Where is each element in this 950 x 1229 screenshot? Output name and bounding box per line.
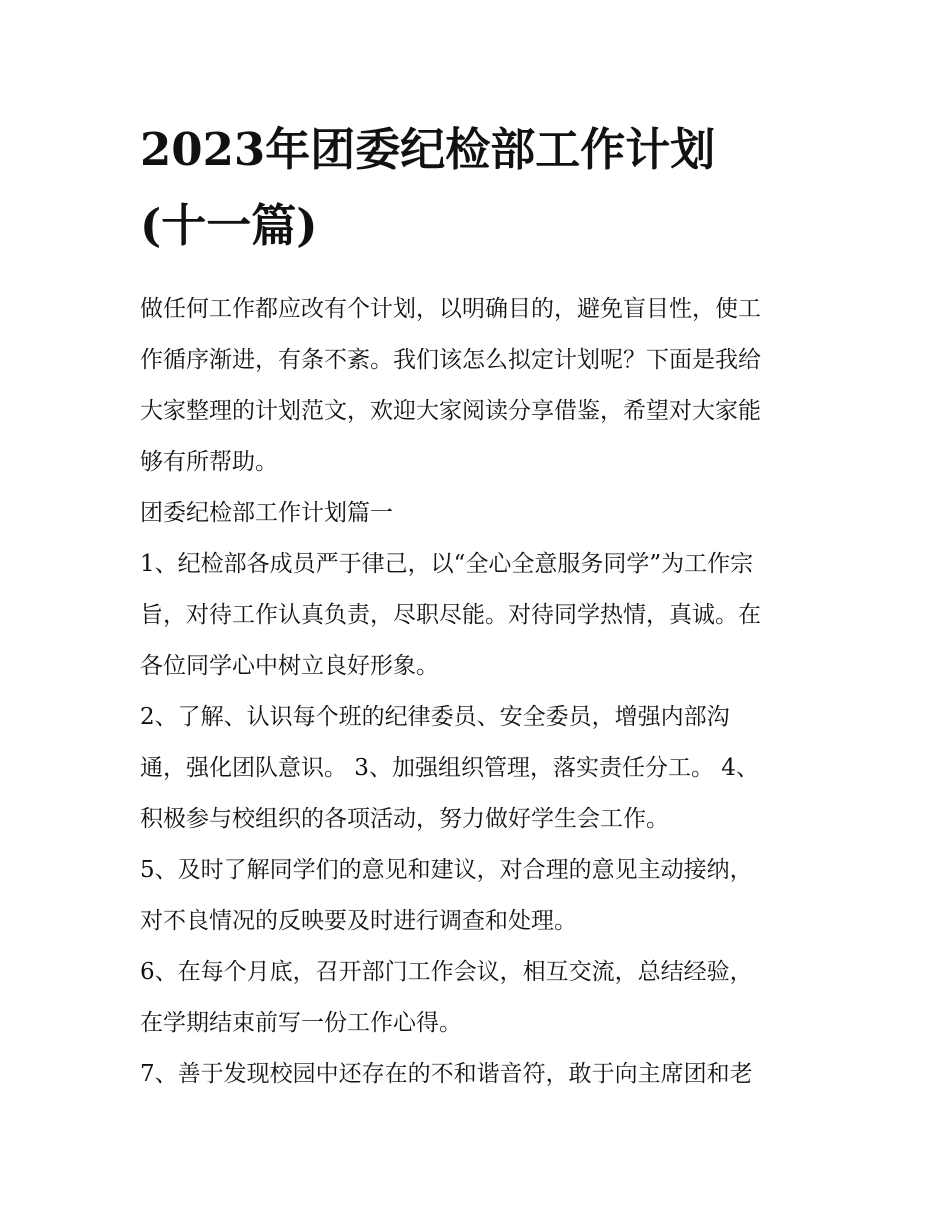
document-title	[140, 112, 820, 264]
text-line: 对不良情况的反映要及时进行调查和处理。	[140, 908, 577, 934]
text-line: 各位同学心中树立良好形象。	[140, 653, 439, 679]
text-line: 在学期结束前写一份工作心得。	[140, 1010, 462, 1036]
section-heading	[140, 488, 820, 539]
text-line: 1、纪检部各成员严于律己，以“全心全意服务同学”为工作宗	[140, 551, 754, 577]
item-5-paragraph	[140, 845, 820, 947]
text-line: 团委纪检部工作计划篇一	[140, 500, 393, 526]
item-2-4-paragraph	[140, 692, 820, 845]
text-line: 7、善于发现校园中还存在的不和谐音符，敢于向主席团和老	[140, 1061, 753, 1087]
text-line: 2、了解、认识每个班的纪律委员、安全委员，增强内部沟	[140, 704, 730, 730]
text-line: 旨，对待工作认真负责，尽职尽能。对待同学热情，真诚。在	[140, 602, 761, 628]
text-line: 够有所帮助。	[140, 449, 278, 475]
text-line: 通，强化团队意识。 3、加强组织管理，落实责任分工。 4、	[140, 755, 759, 781]
title-line-1: 2023年团委纪检部工作计划	[140, 123, 716, 176]
title-line-2: (十一篇)	[140, 199, 318, 252]
text-line: 作循序渐进，有条不紊。我们该怎么拟定计划呢？下面是我给	[140, 347, 761, 373]
text-line: 做任何工作都应改有个计划，以明确目的，避免盲目性，使工	[140, 296, 761, 322]
item-7-paragraph	[140, 1049, 820, 1100]
document-body	[140, 284, 820, 1100]
text-line: 大家整理的计划范文，欢迎大家阅读分享借鉴，希望对大家能	[140, 398, 761, 424]
text-line: 积极参与校组织的各项活动，努力做好学生会工作。	[140, 806, 669, 832]
intro-paragraph	[140, 284, 820, 488]
document-page	[140, 112, 820, 1100]
text-line: 5、及时了解同学们的意见和建议，对合理的意见主动接纳，	[140, 857, 753, 883]
text-line: 6、在每个月底，召开部门工作会议，相互交流，总结经验，	[140, 959, 753, 985]
item-1-paragraph	[140, 539, 820, 692]
item-6-paragraph	[140, 947, 820, 1049]
